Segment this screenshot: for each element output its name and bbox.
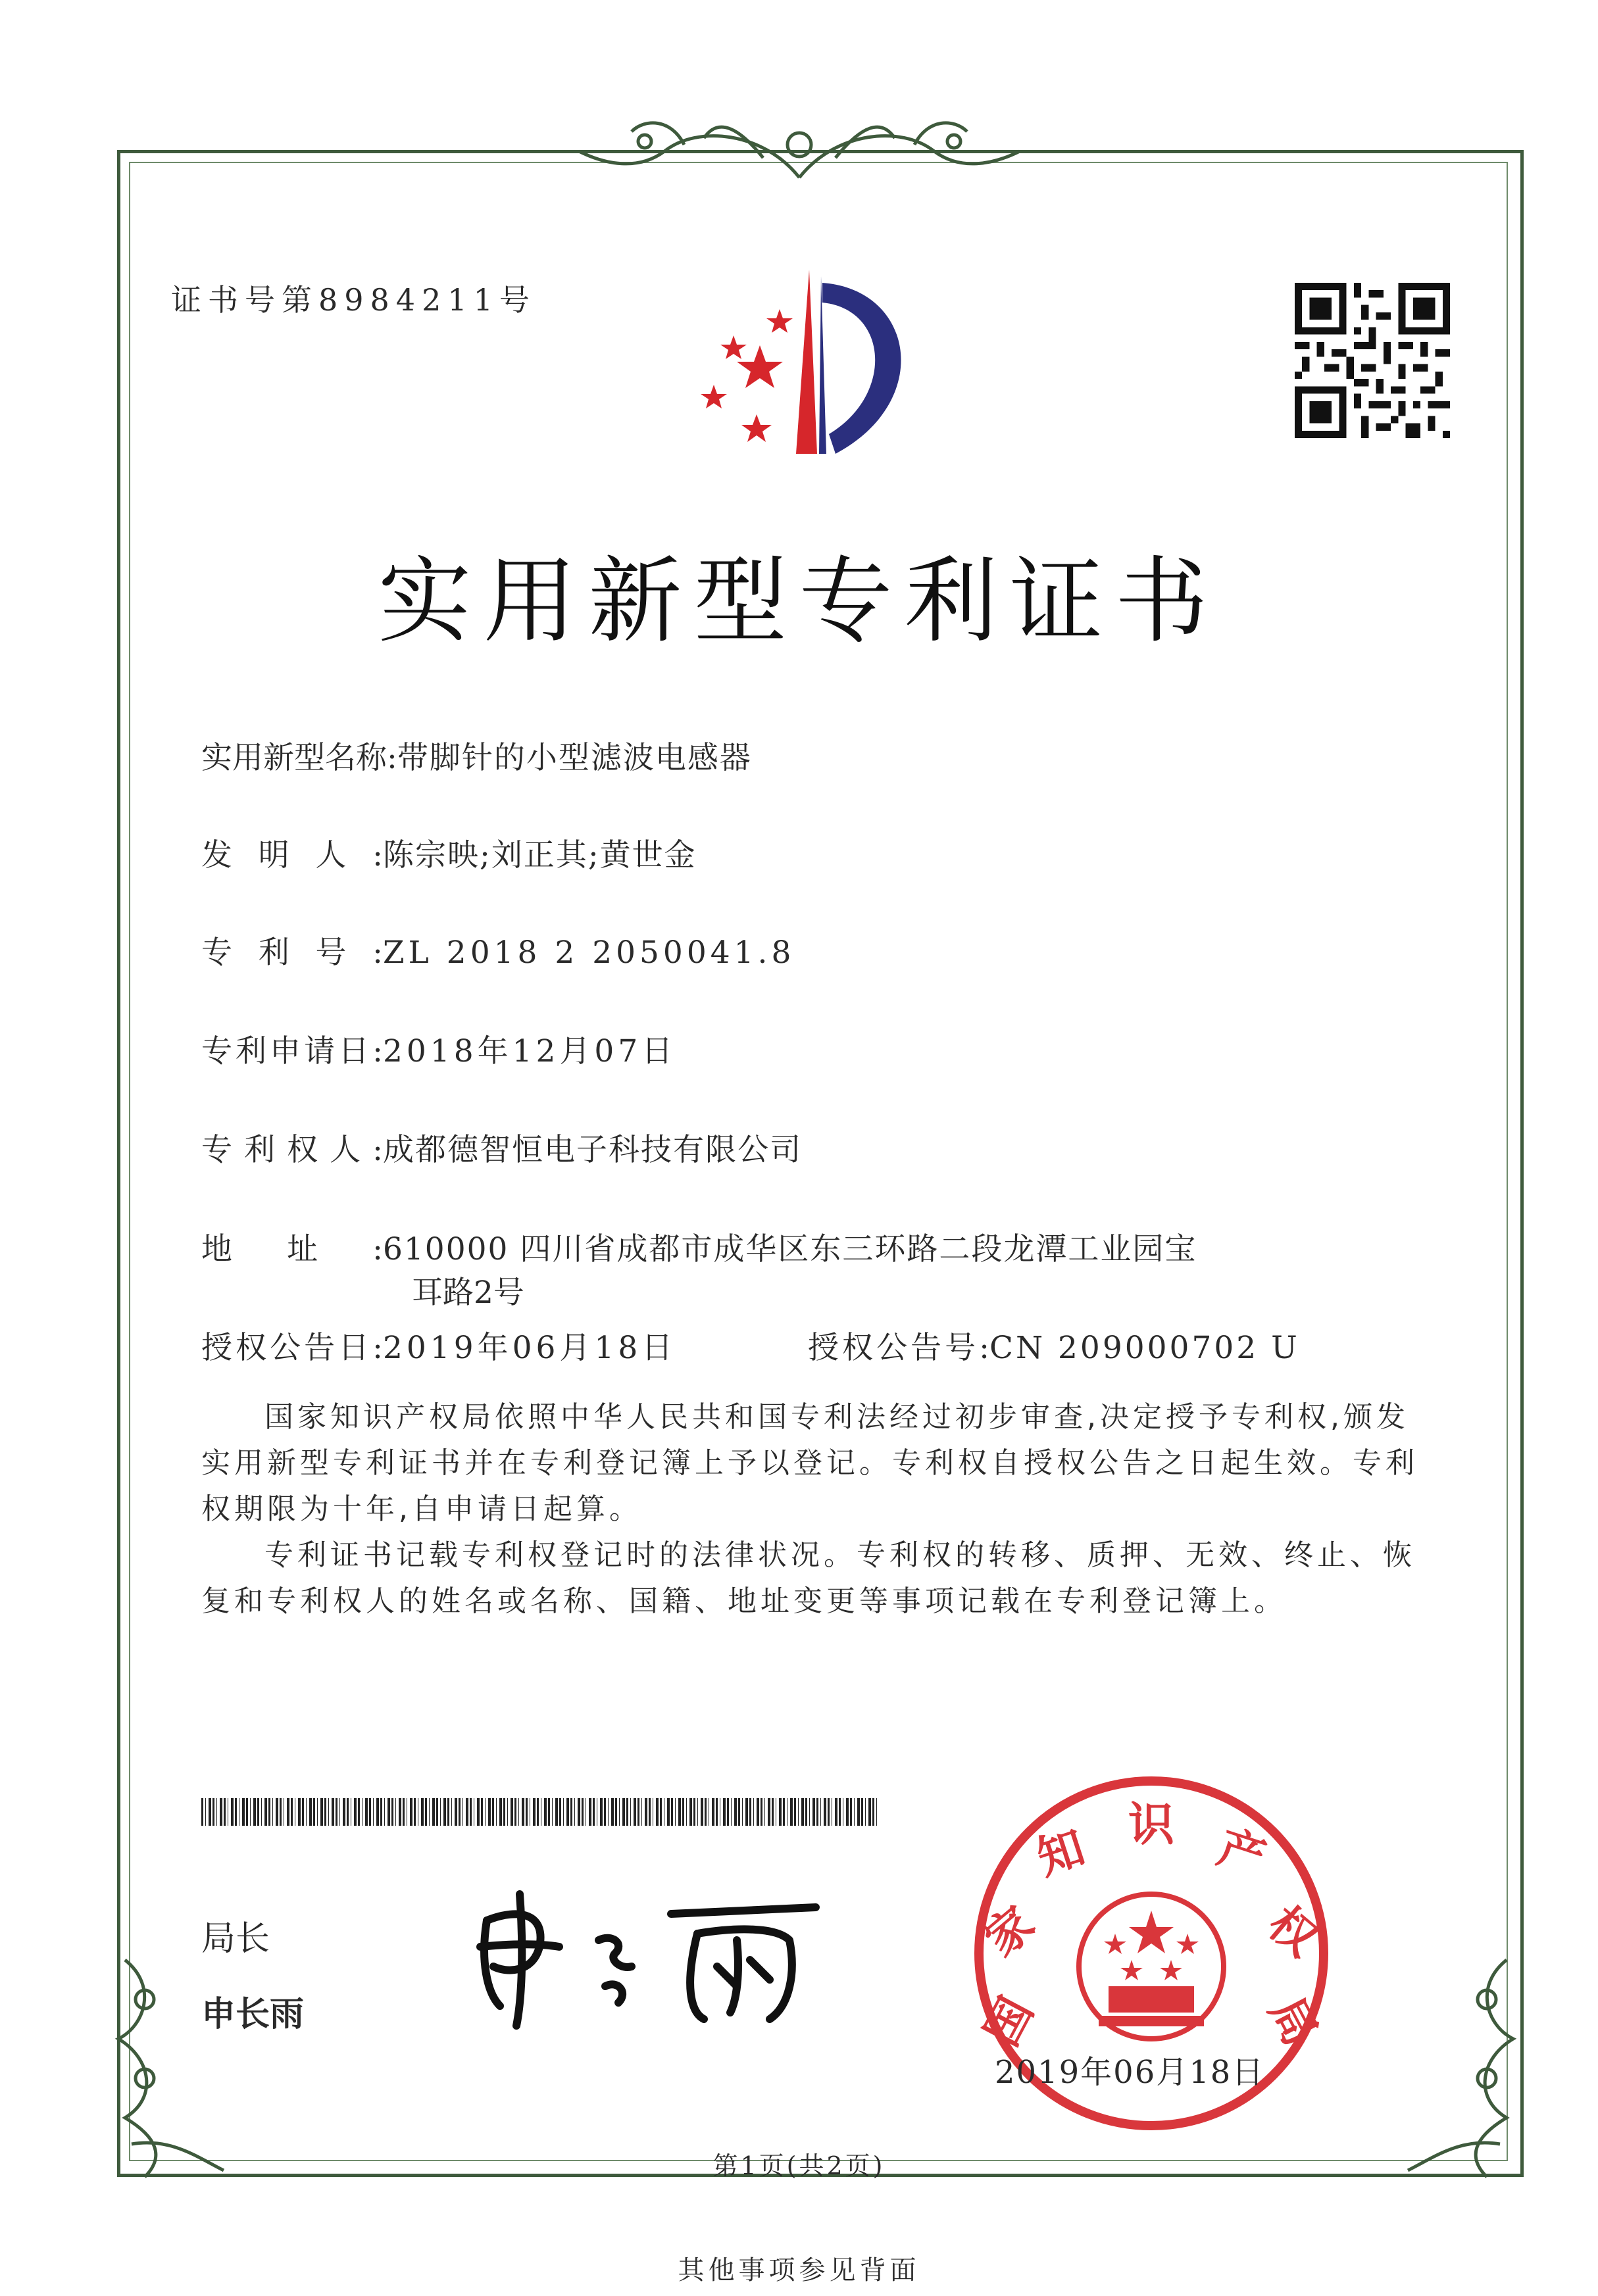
star-small-2 (720, 335, 747, 359)
field-utility-model-name (201, 733, 752, 777)
page-number: 第1页(共2页) (712, 2151, 886, 2180)
field-value: 2019年06月18日 (383, 1330, 677, 1366)
field-patent-number (201, 928, 795, 972)
svg-text:局: 局 (1259, 1988, 1328, 2055)
field-grant-date (201, 1323, 676, 1367)
svg-text:家: 家 (974, 1895, 1045, 1967)
svg-text:知: 知 (1030, 1820, 1091, 1886)
field-label: 实用新型名称: (201, 740, 397, 776)
star-small-4 (741, 414, 772, 442)
field-value: 成都德智恒电子科技有限公司 (383, 1132, 802, 1168)
field-patentee (201, 1125, 802, 1169)
svg-text:权: 权 (1258, 1895, 1328, 1967)
field-label: 授权公告号: (808, 1330, 989, 1366)
field-value: 陈宗映;刘正其;黄世金 (383, 837, 697, 873)
certificate-title: 实用新型专利证书 (378, 547, 1220, 656)
back-note: 其他事项参见背面 (678, 2255, 920, 2285)
field-filing-date (201, 1027, 676, 1071)
barcode (201, 1798, 879, 1826)
field-value: 610000 四川省成都市成华区东三环路二段龙潭工业园宝 (383, 1231, 1197, 1267)
qr-code (1295, 283, 1450, 438)
field-label: 专利号: (201, 935, 383, 971)
field-label: 发明人: (201, 837, 383, 873)
field-address (201, 1225, 1197, 1269)
body-paragraph-2: 专利证书记载专利权登记时的法律状况。专利权的转移、质押、无效、终止、恢复和专利权人的姓名或名称、国籍、地址变更等事项记载在专利登记簿上。 (201, 1538, 1416, 1618)
star-large (737, 345, 783, 388)
certificate-number: 证书号第8984211号 (171, 282, 536, 318)
field-value: ZL 2018 2 2050041.8 (383, 935, 795, 971)
body-paragraph-1: 国家知识产权局依照中华人民共和国专利法经过初步审查,决定授予专利权,颁发实用新型专利证书并在专利登记簿上予以登记。专利权自授权公告之日起生效。专利权期限为十年,自申请日起算。 (201, 1400, 1418, 1526)
field-value: 2018年12月07日 (383, 1033, 677, 1069)
field-label: 专利权人: (201, 1132, 383, 1168)
seal-date: 2019年06月18日 (995, 2054, 1265, 2091)
field-label: 地址: (201, 1231, 383, 1267)
svg-text:国: 国 (974, 1988, 1044, 2055)
red-blade (796, 270, 817, 454)
field-value: CN 209000702 U (989, 1330, 1300, 1366)
star-small-3 (701, 385, 727, 408)
director-name: 申长雨 (201, 1995, 305, 2034)
director-title: 局长 (201, 1919, 270, 1959)
svg-text:产: 产 (1211, 1820, 1272, 1886)
field-grant-number (808, 1323, 1300, 1367)
field-label: 专利申请日: (201, 1033, 383, 1069)
svg-text:识: 识 (1128, 1797, 1174, 1851)
field-address-line2: 耳路2号 (412, 1275, 524, 1311)
star-small-1 (766, 309, 793, 333)
field-label: 授权公告日: (201, 1330, 383, 1366)
patent-office-logo (697, 270, 947, 467)
blue-arc (822, 283, 901, 454)
field-inventor (201, 831, 697, 875)
director-signature (461, 1881, 829, 2032)
field-value: 带脚针的小型滤波电感器 (397, 740, 752, 776)
